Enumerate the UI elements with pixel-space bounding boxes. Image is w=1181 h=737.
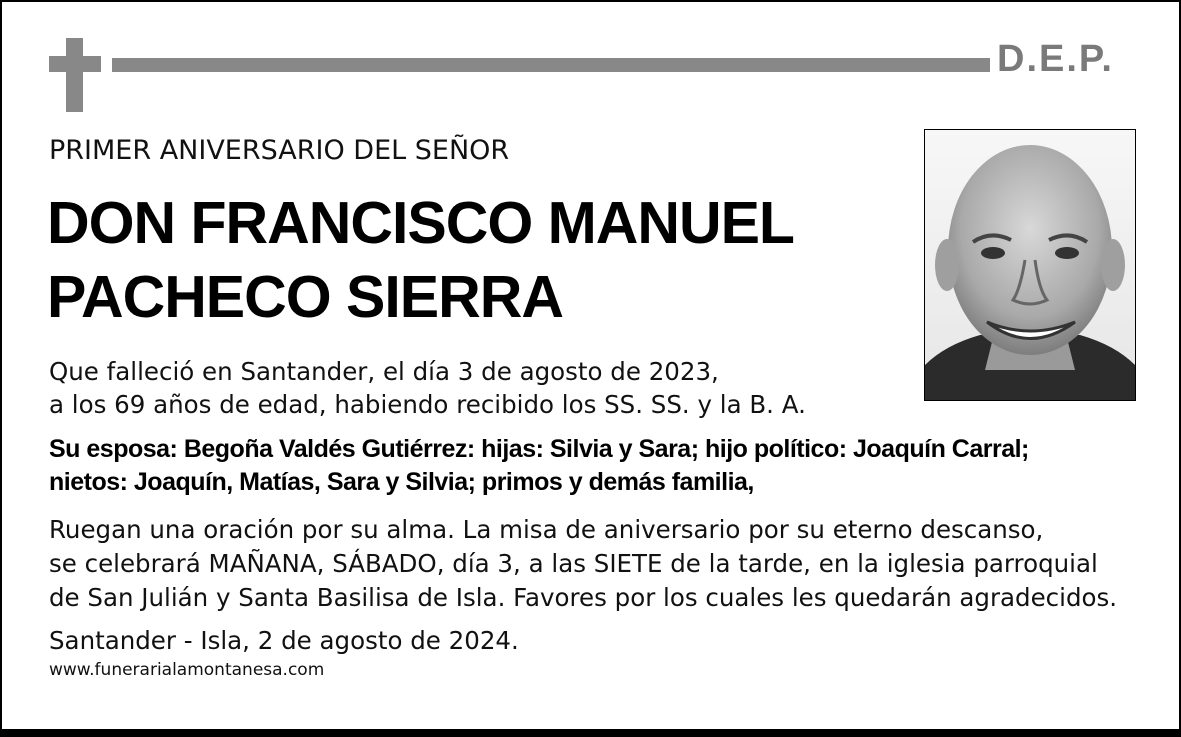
mass-line-1: Ruegan una oración por su alma. La misa de aniversario por su eterno descanso, <box>49 515 1044 544</box>
notice-subtitle: PRIMER ANIVERSARIO DEL SEÑOR <box>49 135 510 166</box>
mass-line-3: de San Julián y Santa Basilisa de Isla. Favores por los cuales les quedarán agradecidos. <box>49 583 1118 612</box>
portrait-photo <box>924 129 1136 401</box>
cross-icon <box>49 38 101 112</box>
header-rule <box>112 58 990 72</box>
deceased-name <box>47 186 794 334</box>
family-line-1: Su esposa: Begoña Valdés Gutiérrez: hijas: Silvia y Sara; hijo político: Joaquín Carral; <box>49 435 1029 463</box>
mass-line-2: se celebrará MAÑANA, SÁBADO, día 3, a las SIETE de la tarde, en la iglesia parroquial <box>49 549 1098 578</box>
dep-label: D.E.P. <box>997 38 1114 80</box>
family-line-2: nietos: Joaquín, Matías, Sara y Silvia; primos y demás familia, <box>49 468 754 496</box>
death-line-1: Que falleció en Santander, el día 3 de agosto de 2023, <box>49 357 719 386</box>
name-line-2: PACHECO SIERRA <box>47 264 563 330</box>
date-place: Santander - Isla, 2 de agosto de 2024. <box>49 626 519 655</box>
death-line-2: a los 69 años de edad, habiendo recibido los SS. SS. y la B. A. <box>49 390 806 419</box>
website-link[interactable]: www.funerarialamontanesa.com <box>49 660 325 680</box>
portrait-image <box>925 130 1135 400</box>
name-line-1: DON FRANCISCO MANUEL <box>47 190 794 256</box>
